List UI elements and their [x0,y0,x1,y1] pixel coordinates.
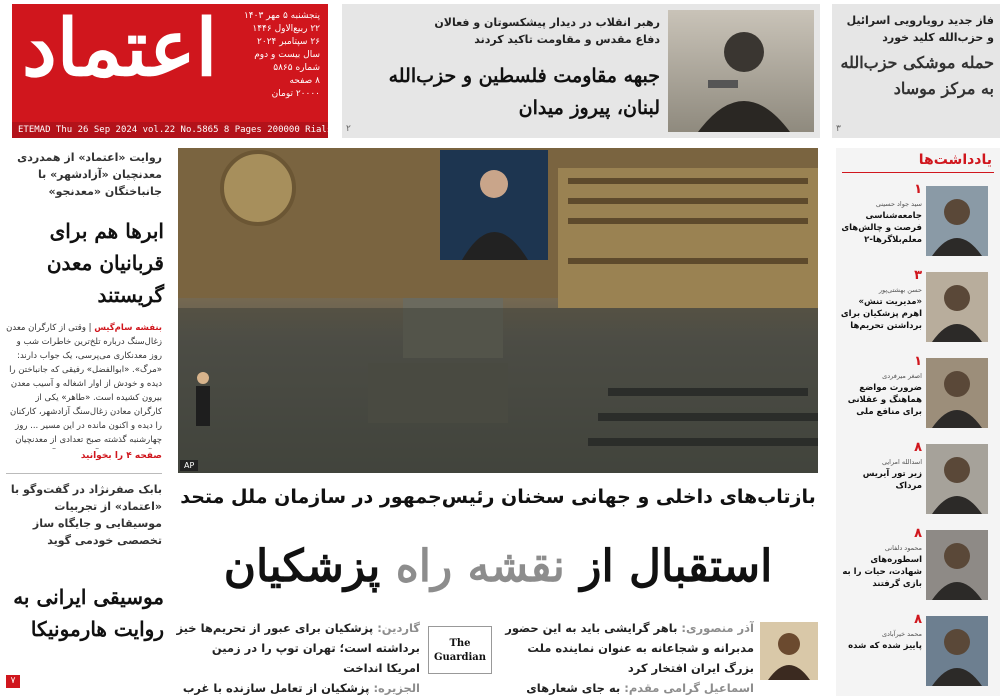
quote1-story[interactable] [500,618,754,680]
quote1-text: باهر گرایشی باید به این حضور مدبرانه و شجاعانه به عنوان نماینده ملت بزرگ ایران افتخار کرد [505,621,754,675]
main-headline-part1: استقبال از [580,541,773,592]
jazeera-story[interactable] [176,680,420,696]
issue-date-line: ۸ صفحه [289,76,320,86]
note-author: اسدالله امرایی [881,458,922,466]
note-item[interactable] [836,262,1000,344]
page-ref: ۳ [836,124,841,134]
portrait-silhouette-icon [926,616,988,686]
issue-date-line: ۲۲ ربیع‌الاول ۱۴۴۶ [252,24,320,34]
note-item[interactable] [836,520,1000,602]
portrait-silhouette-icon [926,530,988,600]
story1-body-text: | وقتی از کارگران معدن زغال‌سنگ درباره تلخ‌ترین خاطرات شب و روز معدنکاری می‌پرسی، یک جواب دارند: «مرگ». «ابوالفضل» رفیقی که جانباختن را دیده و خودش از اوار اشغاله و آسیب معدن بیرون کشیده است. «طاهر» یکی از کارگران معادن زغال‌سنگ آزادشهر، کارکنان را دیده و اکنون مانده در این مسیر ... روز چهارشنبه گذشته صبح تعدادی از معدنچیان [6,323,162,445]
story1-body [6,321,162,449]
newspaper-logo[interactable]: اعتماد [22,3,218,94]
guardian-source: گاردین: [377,621,420,635]
story2-page-badge: ۷ [6,675,20,688]
note-title: اسطوره‌های شهادت، حیات را به بازی گرفتند [842,555,922,589]
note-title: «مدیریت تنش» اهرم پزشکیان برای برداشتن تحریم‌ها [840,297,922,331]
assembly-hall-illustration [178,148,818,473]
note-title: پاییز شده که شده [848,641,922,651]
issue-info [228,10,320,101]
note-item[interactable] [836,434,1000,516]
author-portrait [926,444,988,514]
author-portrait [926,530,988,600]
note-author: سید جواد حسینی [875,200,922,208]
note-page-number: ۸ [914,526,922,541]
issue-date-line: شماره ۵۸۶۵ [273,63,320,73]
mansouri-portrait [760,622,818,680]
top-teaser-hezbollah[interactable] [832,4,1000,138]
top-teaser-leader[interactable] [342,4,820,138]
note-author: اصغر میرفردی [882,372,922,380]
portrait-silhouette-icon [668,10,814,132]
note-page-number: ۱ [914,354,922,369]
top-mid-headline: جبهه مقاومت فلسطین و حزب‌الله لبنان، پیروز میدان [388,65,660,119]
note-author: محمد خیرآبادی [881,630,922,638]
top-right-kicker: فاز جدید رویارویی اسرائیل و حزب‌الله کلید خورد [846,14,994,44]
guardian-story[interactable] [176,618,420,678]
guardian-text: پزشکیان برای عبور از تحریم‌ها خیز برداشته است؛ تهران توپ را در زمین امریکا انداخت [176,621,420,675]
issue-date-line: پنجشنبه ۵ مهر ۱۴۰۳ [243,11,320,21]
author-portrait [926,358,988,428]
issue-date-line: ۲۰۰۰۰ تومان [271,89,320,99]
note-title: ضرورت مواضع هماهنگ و عقلانی برای منافع ملی [847,383,922,417]
note-page-number: ۸ [914,612,922,627]
leader-photo [668,10,814,132]
main-headline-part2: نقشه راه [395,541,565,592]
note-item[interactable] [836,606,1000,688]
note-item[interactable] [836,176,1000,258]
portrait-silhouette-icon [926,358,988,428]
note-title: جامعه‌شناسی فرصت و چالش‌های معلم‌بلاگرها-۲ [841,211,922,245]
main-kicker: بازتاب‌های داخلی و جهانی سخنان رئیس‌جمهور در سازمان ملل متحد [180,486,816,508]
notes-title: یادداشت‌ها [918,152,992,168]
note-author: حسن بهشتی‌پور [878,286,922,294]
divider [842,172,994,173]
issue-date-line: ۲۶ سپتامبر ۲۰۲۴ [257,37,320,47]
quote2-story[interactable] [500,680,754,696]
jazeera-text: پزشکیان از تعامل سازنده با غرب [182,681,370,695]
author-portrait [926,272,988,342]
main-headline[interactable] [180,522,816,612]
author-portrait [926,186,988,256]
jazeera-source: الجزیره: [373,681,420,695]
guardian-logo: The Guardian [428,626,492,674]
top-mid-kicker: رهبر انقلاب در دیدار پیشکسوتان و فعالان دفاع مقدس و مقاومت تاکید کردند [434,16,660,46]
portrait-silhouette-icon [926,186,988,256]
issue-date-line: سال بیست و دوم [254,50,320,60]
page-ref: ۲ [346,124,351,134]
note-title: زیر تور آیریس مرداک [862,469,922,491]
story2-kicker: بابک صفرنژاد در گفت‌وگو با «اعتماد» از تجربیات موسیقایی و جایگاه ساز تخصصی خودمی گوید [10,483,162,547]
quote2-text: به جای شعارهای [526,681,621,695]
divider [6,473,162,474]
story2-headline[interactable]: موسیقی ایرانی به روایت هارمونیکا [13,585,164,641]
note-page-number: ۱ [914,182,922,197]
note-page-number: ۸ [914,440,922,455]
story1-read-more-link[interactable]: صفحه ۴ را بخوانید [80,451,162,461]
photo-credit: AP [180,460,198,471]
author-portrait [926,616,988,686]
quote1-source: آذر منصوری: [681,621,754,635]
main-photo-un-assembly [178,148,818,473]
story1-headline[interactable]: ابرها هم برای قربانیان معدن گریستند [46,219,164,307]
note-author: محمود دلفانی [884,544,922,552]
portrait-silhouette-icon [926,272,988,342]
masthead-info-bar: ETEMAD Thu 26 Sep 2024 vol.22 No.5865 8 Pages 200000 Rials [12,122,328,138]
top-right-headline: حمله موشکی حزب‌الله به مرکز موساد [840,53,994,98]
masthead [12,3,333,138]
main-headline-part3: پزشکیان [223,541,381,592]
quote2-source: اسماعیل گرامی مقدم: [624,681,754,695]
portrait-silhouette-icon [926,444,988,514]
story1-byline: بنفشه سام‌گیس [94,323,162,333]
story1-kicker: روایت «اعتماد» از همدردی معدنچیان «آزادشهر» با جانباختگان «معدنجو» [17,151,162,198]
portrait-silhouette-icon [760,622,818,680]
note-page-number: ۳ [914,268,922,283]
note-item[interactable] [836,348,1000,430]
